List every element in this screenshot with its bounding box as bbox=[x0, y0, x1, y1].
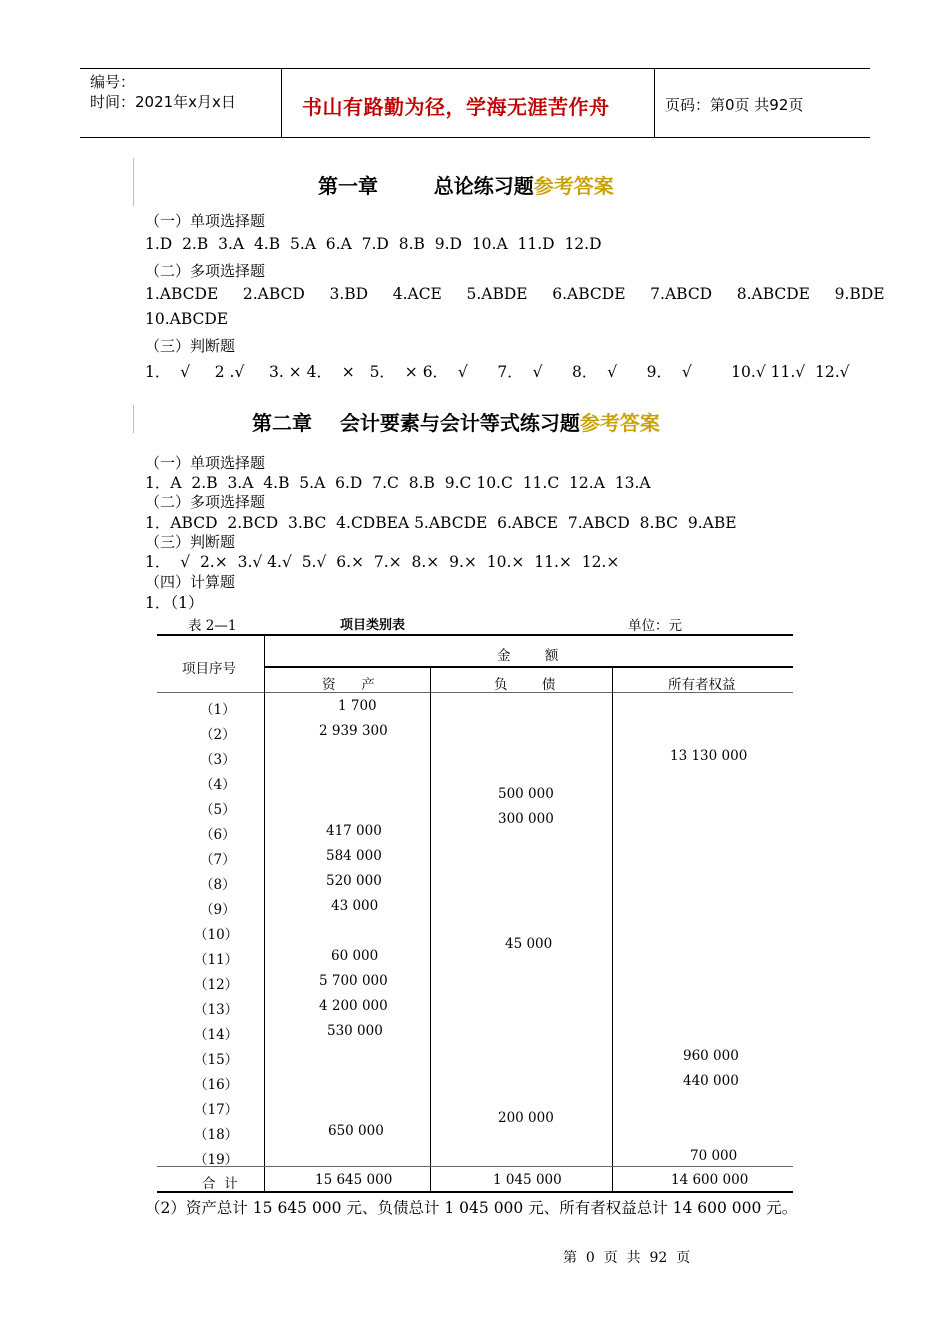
row-item: （7） bbox=[200, 852, 236, 868]
margin-mark bbox=[133, 405, 134, 433]
asset-value: 60 000 bbox=[331, 948, 379, 964]
page-header bbox=[80, 68, 870, 138]
ch1-multi-label: （二）多项选择题 bbox=[145, 262, 266, 280]
col-header-assets: 资 产 bbox=[322, 677, 375, 693]
row-item: （17） bbox=[194, 1102, 239, 1118]
asset-value: 530 000 bbox=[327, 1023, 383, 1039]
ch2-calc-q1: 1．（1） bbox=[145, 594, 204, 612]
ch2-judge-label: （三）判断题 bbox=[145, 533, 236, 551]
col-header-item: 项目序号 bbox=[182, 661, 236, 677]
table-caption-number: 表 2—1 bbox=[188, 618, 237, 634]
asset-value: 417 000 bbox=[326, 823, 382, 839]
row-item: （11） bbox=[194, 952, 239, 968]
ch2-multi-answers: 1．ABCD 2.BCD 3.BC 4.CDBEA 5.ABCDE 6.ABCE 7.ABCD 8.BC 9.ABE bbox=[145, 514, 737, 532]
row-item: （10） bbox=[194, 927, 239, 943]
header-time: 时间：2021年x月x日 bbox=[90, 93, 236, 111]
ch1-judge-answers: 1． √ 2 .√ 3. × 4． × 5． × 6． √ 7． √ 8． √ 9． √ 10.√ 11.√ 12.√ bbox=[145, 363, 850, 381]
summary-line: （2）资产总计 15 645 000 元、负债总计 1 045 000 元、所有者权益总计 14 600 000 元。 bbox=[145, 1199, 798, 1217]
asset-value: 43 000 bbox=[331, 898, 379, 914]
table-col-line bbox=[612, 667, 613, 1192]
asset-value: 584 000 bbox=[326, 848, 382, 864]
row-item: （18） bbox=[194, 1127, 239, 1143]
row-item: （16） bbox=[194, 1077, 239, 1093]
table-caption-unit: 单位：元 bbox=[628, 618, 682, 634]
ch1-single-answers: 1.D 2.B 3.A 4.B 5.A 6.A 7.D 8.B 9.D 10.A 11.D 12.D bbox=[145, 235, 602, 253]
liability-value: 200 000 bbox=[498, 1110, 554, 1126]
table-caption-title: 项目类别表 bbox=[340, 618, 406, 633]
asset-value: 650 000 bbox=[328, 1123, 384, 1139]
chapter1-title bbox=[318, 170, 614, 199]
equity-value: 13 130 000 bbox=[670, 748, 748, 764]
table-col-line bbox=[430, 667, 431, 1192]
table-bottom-rule bbox=[157, 1191, 793, 1193]
ch2-judge-answers: 1． √ 2.× 3.√ 4.√ 5.√ 6.× 7.× 8.× 9.× 10.× 11.× 12.× bbox=[145, 553, 620, 571]
row-item: （13） bbox=[194, 1002, 239, 1018]
row-item: （1） bbox=[200, 702, 236, 718]
row-item: （19） bbox=[194, 1152, 239, 1168]
total-equity: 14 600 000 bbox=[671, 1172, 749, 1188]
ch2-calc-label: （四）计算题 bbox=[145, 573, 236, 591]
total-label: 合 计 bbox=[202, 1176, 238, 1192]
ch1-multi-answers-2: 10.ABCDE bbox=[145, 310, 229, 328]
table-subheader-rule bbox=[264, 666, 793, 668]
row-item: （6） bbox=[200, 827, 236, 843]
asset-value: 4 200 000 bbox=[319, 998, 388, 1014]
row-item: （9） bbox=[200, 902, 236, 918]
chapter1-title-main: 第一章 总论练习题 bbox=[318, 174, 534, 198]
row-item: （4） bbox=[200, 777, 236, 793]
liability-value: 45 000 bbox=[505, 936, 553, 952]
ch2-multi-label: （二）多项选择题 bbox=[145, 493, 266, 511]
header-divider bbox=[281, 69, 282, 137]
row-item: （3） bbox=[200, 752, 236, 768]
ch2-single-answers: 1．A 2.B 3.A 4.B 5.A 6.D 7.C 8.B 9.C 10.C 11.C 12.A 13.A bbox=[145, 474, 651, 492]
chapter2-title bbox=[252, 407, 660, 436]
total-assets: 15 645 000 bbox=[315, 1172, 393, 1188]
ch1-judge-label: （三）判断题 bbox=[145, 337, 236, 355]
liability-value: 500 000 bbox=[498, 786, 554, 802]
col-header-amount: 金 额 bbox=[497, 648, 559, 664]
equity-value: 440 000 bbox=[683, 1073, 739, 1089]
chapter1-title-accent: 参考答案 bbox=[533, 174, 614, 198]
chapter2-title-accent: 参考答案 bbox=[579, 411, 660, 435]
table-col-line bbox=[264, 636, 265, 1192]
col-header-equity: 所有者权益 bbox=[668, 677, 736, 693]
row-item: （8） bbox=[200, 877, 236, 893]
row-item: （15） bbox=[194, 1052, 239, 1068]
row-item: （14） bbox=[194, 1027, 239, 1043]
margin-mark bbox=[133, 158, 134, 206]
asset-value: 520 000 bbox=[326, 873, 382, 889]
header-motto: 书山有路勤为径，学海无涯苦作舟 bbox=[302, 95, 610, 119]
liability-value: 300 000 bbox=[498, 811, 554, 827]
asset-value: 1 700 bbox=[338, 698, 377, 714]
asset-value: 2 939 300 bbox=[319, 723, 388, 739]
equity-value: 70 000 bbox=[690, 1148, 738, 1164]
row-item: （2） bbox=[200, 727, 236, 743]
ch2-single-label: （一）单项选择题 bbox=[145, 454, 266, 472]
ch1-multi-answers-1: 1.ABCDE 2.ABCD 3.BD 4.ACE 5.ABDE 6.ABCDE 7.ABCD 8.ABCDE 9.BDE bbox=[145, 285, 885, 303]
header-divider bbox=[654, 69, 655, 137]
equity-value: 960 000 bbox=[683, 1048, 739, 1064]
total-liabilities: 1 045 000 bbox=[493, 1172, 562, 1188]
chapter2-title-main: 第二章 会计要素与会计等式练习题 bbox=[252, 411, 580, 435]
col-header-liabilities: 负 债 bbox=[494, 677, 556, 693]
page-footer: 第 0 页 共 92 页 bbox=[563, 1250, 691, 1266]
row-item: （12） bbox=[194, 977, 239, 993]
table-top-rule bbox=[157, 634, 793, 636]
header-number: 编号： bbox=[90, 73, 136, 91]
asset-value: 5 700 000 bbox=[319, 973, 388, 989]
row-item: （5） bbox=[200, 802, 236, 818]
table-total-rule bbox=[157, 1166, 793, 1167]
header-page: 页码：第0页 共92页 bbox=[665, 96, 804, 114]
ch1-single-label: （一）单项选择题 bbox=[145, 212, 266, 230]
